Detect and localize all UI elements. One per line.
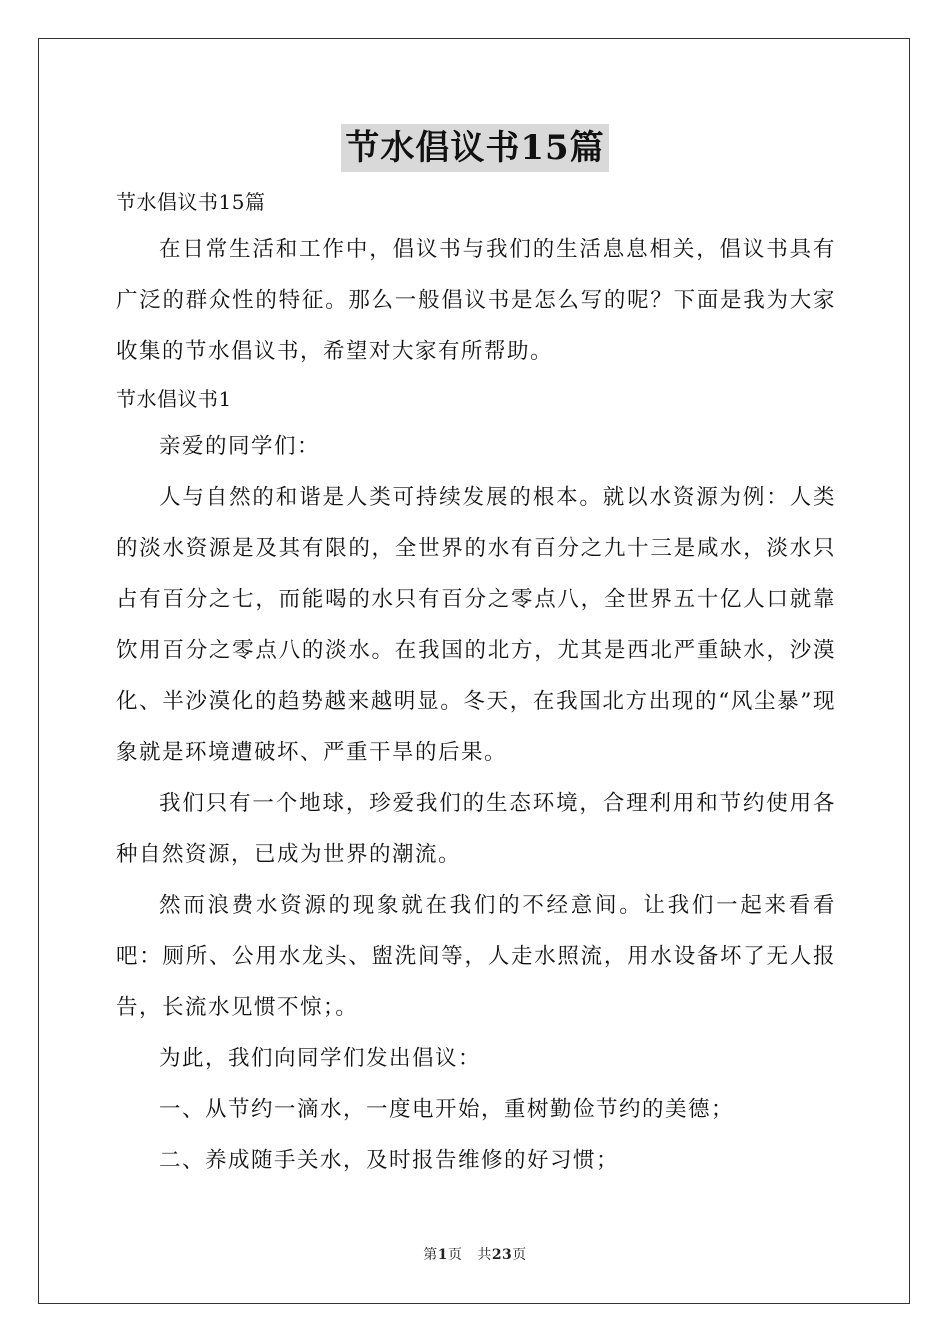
paragraph-harmony: 人与自然的和谐是人类可持续发展的根本。就以水资源为例：人类的淡水资源是及其有限的，全世界的水有百分之九十三是咸水，淡水只占有百分之七，而能喝的水只有百分之零点八，全世界五十亿人口就靠饮用百分之零点八的淡水。在我国的北方，尤其是西北严重缺水，沙漠化、半沙漠化的趋势越来越明显。冬天，在我国北方出现的“风尘暴”现象就是环境遭破坏、严重干旱的后果。 [116,485,836,765]
page-footer [0,1244,950,1264]
proposal-item-2: 二、养成随手关水，及时报告维修的好习惯； [159,1148,620,1173]
intro-paragraph: 在日常生活和工作中，倡议书与我们的生活息息相关，倡议书具有广泛的群众性的特征。那么一般倡议书是怎么写的呢？下面是我为大家收集的节水倡议书，希望对大家有所帮助。 [116,237,836,364]
total-suffix: 页 [512,1247,527,1263]
greeting: 亲爱的同学们： [159,434,321,459]
page-prefix: 第 [423,1247,438,1263]
document-subtitle: 节水倡议书15篇 [116,190,266,214]
proposal-item-1: 一、从节约一滴水，一度电开始，重树勤俭节约的美德； [159,1097,735,1122]
total-pages: 23 [491,1247,513,1263]
document-title: 节水倡议书15篇 [341,124,608,172]
section-title: 节水倡议书1 [116,387,232,411]
total-prefix: 共 [477,1247,492,1263]
page-number: 1 [437,1247,448,1263]
document-body [116,180,836,1186]
paragraph-proposal: 为此，我们向同学们发出倡议： [159,1046,482,1071]
paragraph-waste: 然而浪费水资源的现象就在我们的不经意间。让我们一起来看看吧：厕所、公用水龙头、盥洗间等，人走水照流，用水设备坏了无人报告，长流水见惯不惊；。 [116,893,836,1020]
page-suffix: 页 [447,1247,463,1263]
title-container [0,124,950,172]
paragraph-one-earth: 我们只有一个地球，珍爱我们的生态环境，合理利用和节约使用各种自然资源，已成为世界的潮流。 [116,791,836,867]
